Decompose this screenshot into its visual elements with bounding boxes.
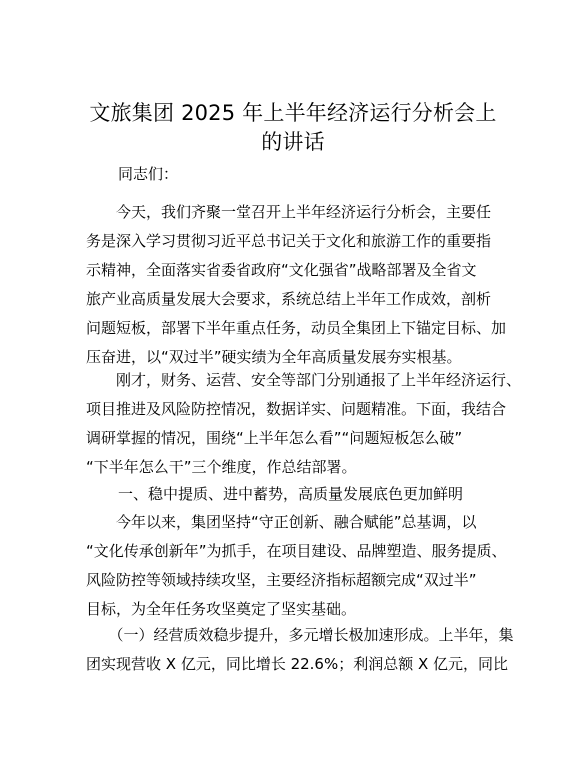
paragraph-section-intro xyxy=(86,508,510,624)
paragraph-line: 项目推进及风险防控情况，数据详实、问题精准。下面，我结合 xyxy=(86,400,507,418)
paragraph-line: “文化传承创新年”为抓手，在项目建设、品牌塑造、服务提质、 xyxy=(86,542,507,560)
paragraph-reports xyxy=(86,366,522,482)
paragraph-line: 团实现营收 X 亿元，同比增长 22.6%；利润总额 X 亿元，同比 xyxy=(86,655,509,673)
paragraph-opening xyxy=(86,198,510,372)
paragraph-line: （一）经营质效稳步提升，多元增长极加速形成。上半年，集 xyxy=(86,626,514,644)
paragraph-subsection-1 xyxy=(86,621,514,679)
paragraph-line: 压奋进，以“双过半”硬实绩为全年高质量发展夯实根基。 xyxy=(86,348,462,366)
paragraph-line: 调研掌握的情况，围绕“上半年怎么看”“问题短板怎么破” xyxy=(86,429,463,447)
salutation: 同志们： xyxy=(118,165,179,183)
paragraph-line: 示精神，全面落实省委省政府“文化强省”战略部署及全省文 xyxy=(86,261,477,279)
paragraph-line: 旅产业高质量发展大会要求，系统总结上半年工作成效，剖析 xyxy=(86,290,492,308)
paragraph-line: 务是深入学习贯彻习近平总书记关于文化和旅游工作的重要指 xyxy=(86,232,492,250)
paragraph-line: “下半年怎么干”三个维度，作总结部署。 xyxy=(86,458,357,476)
paragraph-line: 风险防控等领域持续攻坚，主要经济指标超额完成“双过半” xyxy=(86,571,477,589)
section-heading: 一、稳中提质、进中蓄势，高质量发展底色更加鲜明 xyxy=(118,485,464,503)
paragraph-line: 目标，为全年任务攻坚奠定了坚实基础。 xyxy=(86,600,357,618)
paragraph-line: 今年以来，集团坚持“守正创新、融合赋能”总基调，以 xyxy=(86,513,477,531)
document-title: 文旅集团 2025 年上半年经济运行分析会上的讲话 xyxy=(89,101,497,154)
paragraph-line: 今天，我们齐聚一堂召开上半年经济运行分析会，主要任 xyxy=(86,203,492,221)
paragraph-line: 问题短板，部署下半年重点任务，动员全集团上下锚定目标、加 xyxy=(86,319,507,337)
paragraph-line: 刚才，财务、运营、安全等部门分别通报了上半年经济运行、 xyxy=(86,371,522,389)
